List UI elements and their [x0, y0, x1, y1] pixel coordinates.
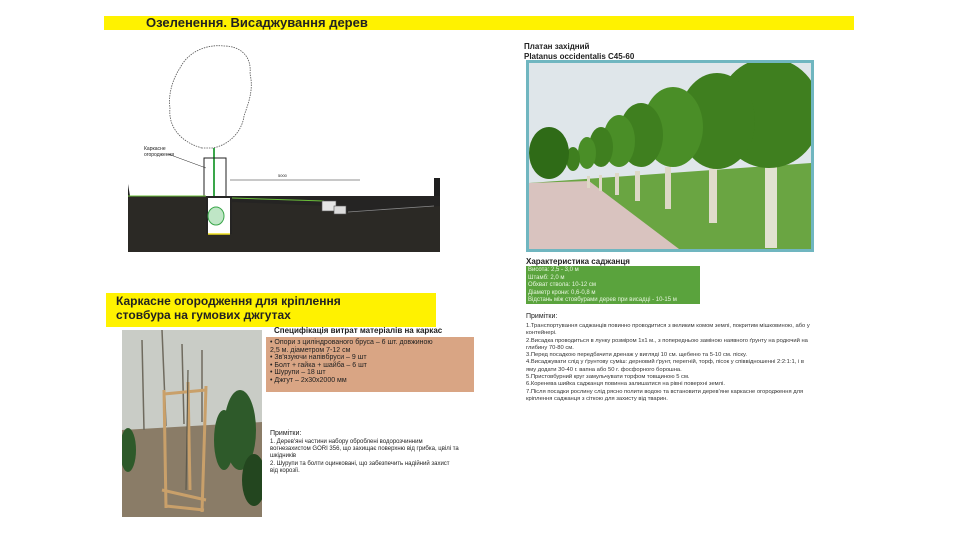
- root-ball: [208, 207, 224, 225]
- note-line: контейнері.: [526, 330, 557, 337]
- note-line: 5.Пристовбурний круг замульчувати торфом товщиною 5 см.: [526, 374, 690, 381]
- spec-item: • Болт + гайка + шайба – 6 шт: [270, 361, 367, 369]
- note-line: яму додати 30-40 г. вапна або 50 г. фосфорного борошна.: [526, 366, 682, 373]
- characteristic-crown: Діаметр крони: 0,6-0,8 м: [528, 289, 596, 296]
- tree-name-ua: Платан західний: [524, 42, 590, 51]
- page-title-band: [104, 16, 854, 30]
- spec-item: • Опори з циліндрованого бруса – 6 шт. довжиною: [270, 339, 433, 346]
- page-title: Озеленення. Висаджування дерев: [146, 15, 368, 30]
- note-line: 6.Коренева шийка саджанця повинна залишатися на рівні поверхні землі.: [526, 381, 725, 388]
- note-line: 1. Дерев'яні частини набору оброблені водорозчинним: [270, 439, 423, 445]
- characteristics-box: [526, 266, 700, 304]
- note-line: 2. Шурупи та болти оцинковані, що забезпечить надійний захист: [270, 460, 450, 467]
- notes-left-title: Примітки:: [270, 430, 302, 437]
- section-frame-title-band: [106, 293, 436, 327]
- note-line: кріплення саджанця з сіткою для захисту від тварин.: [526, 395, 668, 402]
- section-frame-title-line2: стовбура на гумових джгутах: [116, 308, 291, 322]
- spec-title: Специфікація витрат матеріалів на каркас: [274, 326, 443, 335]
- frame-installation-photo: [122, 330, 262, 517]
- note-line: вогнезахистом GORI 356, що захищає поверхню від грибка, цвілі та: [270, 446, 459, 453]
- spec-item: 2,5 м. діаметром 7-12 см: [270, 346, 351, 354]
- note-line: від корозії.: [270, 467, 300, 474]
- tree-crown-outline: [169, 46, 251, 148]
- frame-label-1: Каркасне: [144, 146, 166, 152]
- note-line: шкідників: [270, 453, 297, 460]
- note-line: 2.Висадка проводиться в лунку розміром 1х1 м., з попередньою заміною наявного ґрунту на родючий на: [526, 337, 808, 344]
- notes-left: [270, 439, 480, 475]
- note-line: 4.Висаджувати слід у ґрунтову суміш: дерновий ґрунт, перегній, торф, пісок у співвідношенні 2:2:1:1, і в: [526, 359, 804, 366]
- notes-right: [526, 323, 846, 403]
- note-line: глибину 70-80 см.: [526, 344, 574, 351]
- note-line: 1.Транспортування саджанців повинно проводитися з великим комом землі, покритим мішковиною, або у: [526, 323, 810, 329]
- characteristic-height: Висота: 2,5 - 3,0 м: [528, 267, 579, 273]
- tree-name-block: [524, 42, 634, 62]
- note-line: 7.Після посадки рослину слід рясно полити водою та встановити дерев'яне каркасне огородження для: [526, 388, 804, 395]
- spec-item: • Зв'язуючи напівбруси – 9 шт: [270, 354, 367, 362]
- tree-name-latin: Platanus occidentalis C45-60: [524, 52, 635, 61]
- note-line: 3.Перед посадкою передбачити дренаж у вигляді 10 см. щебеню та 5-10 см. піску.: [526, 352, 747, 359]
- characteristic-girth: Обхват ствола: 10-12 см: [528, 282, 597, 289]
- spec-item: • Джгут – 2х30х2000 мм: [270, 376, 347, 384]
- plane-tree-alley-photo: [526, 60, 814, 252]
- planting-section-drawing: [128, 38, 440, 260]
- notes-right-title: Примітки:: [526, 313, 558, 320]
- characteristics-title: Характеристика саджанця: [526, 257, 630, 266]
- spec-item: • Шурупи – 18 шт: [270, 369, 326, 377]
- characteristic-stem: Штамб: 2,0 м: [528, 274, 565, 281]
- characteristic-spacing: Відстань між стовбурами дерев при висадці - 10-15 м: [528, 297, 677, 304]
- dimension-value: 5000: [278, 173, 287, 178]
- spec-box: [266, 337, 474, 392]
- section-frame-title-line1: Каркасне огородження для кріплення: [116, 294, 341, 308]
- frame-label-2: огородження: [144, 152, 174, 158]
